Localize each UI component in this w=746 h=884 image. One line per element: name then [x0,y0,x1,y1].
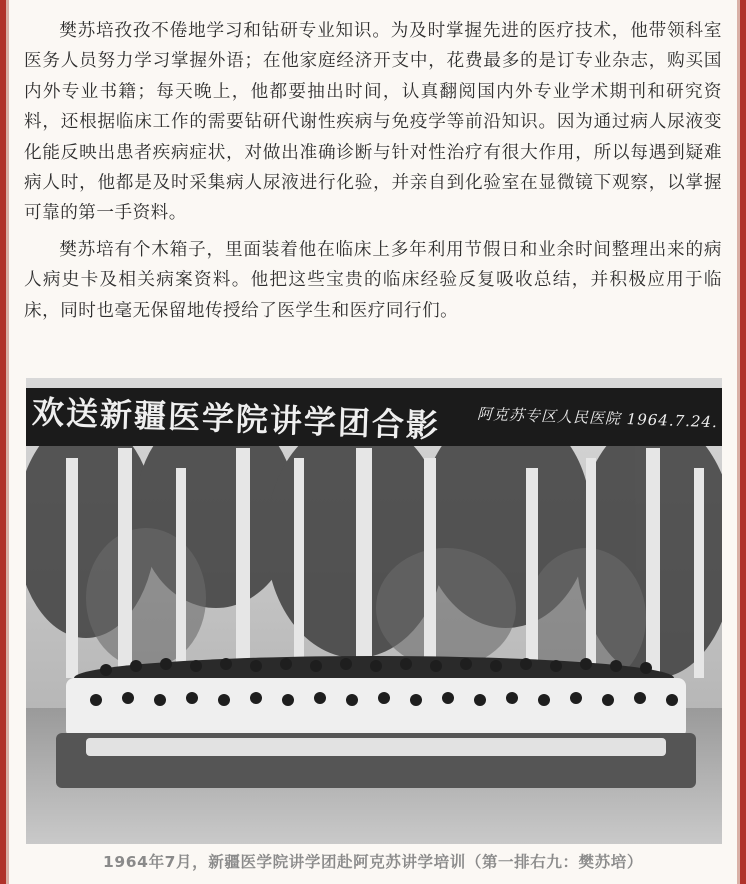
article-body [24,16,722,332]
photo-caption: 1964年7月，新疆医学院讲学团赴阿克苏讲学培训（第一排右九：樊苏培） [103,853,643,871]
paragraph-1: 樊苏培孜孜不倦地学习和钻研专业知识。为及时掌握先进的医疗技术，他带领科室医务人员努力学习掌握外语；在他家庭经济开支中，花费最多的是订专业杂志，购买国内外专业书籍；每天晚上，他都要抽出时间，认真翻阅国内外专业学术期刊和研究资料，还根据临床工作的需要钻研代谢性疾病与免疫学等前沿知识。因为通过病人尿液变化能反映出患者疾病症状，对做出准确诊断与针对性治疗有很大作用，所以每遇到疑难病人时，他都是及时采集病人尿液进行化验，并亲自到化验室在显微镜下观察，以掌握可靠的第一手资料。 [24,21,722,224]
photo-banner-title: 欢送新疆医学院讲学团合影 [31,392,441,446]
photo-banner-subtitle: 阿克苏专区人民医院 1964.7.24. [476,404,719,431]
left-border [0,0,6,884]
right-border [740,0,746,884]
historical-group-photo [26,378,722,844]
paragraph-2: 樊苏培有个木箱子，里面装着他在临床上多年利用节假日和业余时间整理出来的病人病史卡及相关病案资料。他把这些宝贵的临床经验反复吸收总结，并积极应用于临床，同时也毫无保留地传授给了医学生和医疗同行们。 [24,239,722,321]
photo-banner-text [31,392,719,446]
